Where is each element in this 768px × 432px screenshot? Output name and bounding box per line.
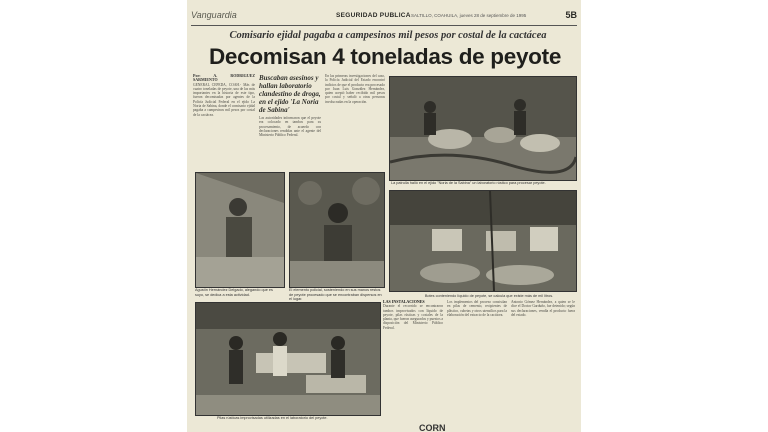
article-headline: Decomisan 4 toneladas de peyote [208, 44, 562, 69]
column-implements: Los implementos del proceso consistían en pilas de cemento, recipientes de plástico, cubetas y otros utensilios para la elaboración del extracto de la cactácea. [447, 300, 507, 317]
photo-buckets [389, 190, 577, 292]
photo-laboratory-image [390, 77, 576, 180]
caption-suspect: Agustín Hernández Delgado, alegando que es suyo, se dedica a esta actividad. [195, 288, 273, 297]
dateline: SALTILLO, COAHUILA, jueves 28 de septiembre de 1995 [411, 13, 527, 18]
caption-laboratory: La patrulla halló en el ejido "Noria de la Sabina" un laboratorio rústico para procesar peyote. [391, 181, 546, 185]
caption-pits: Pilas rústicas improvisadas utilizadas en el laboratorio del peyote. [217, 416, 328, 420]
column-kicker [259, 74, 321, 170]
photo-suspect-image [196, 173, 284, 287]
photo-pits-image [196, 303, 380, 415]
column-three: En las primeras investigaciones del caso, la Policía Judicial del Estado encontró indicios de que el producto era procesado por Juan Luis González Hernández, quien aceptó haber recibido mil pesos por costal y señaló a otras personas involucradas en la operación. [325, 74, 385, 104]
photo-buckets-image [390, 191, 576, 291]
section-title: SEGURIDAD PUBLICA [336, 12, 411, 19]
photo-pits [195, 302, 381, 416]
masthead-rule [191, 25, 577, 26]
photo-officer [289, 172, 385, 288]
page-number: 5B [565, 10, 577, 20]
column-detention: Antonio Gómez Hernández, a quien se le dice el Doctor Garduño, fue detenido; según sus declaraciones, vendía el producto fuera del estado. [511, 300, 575, 317]
next-headline-fragment: CORN [419, 423, 446, 432]
photo-suspect [195, 172, 285, 288]
byline: Por: A. RODRIGUEZ SARMIENTO [193, 74, 255, 83]
photo-laboratory [389, 76, 577, 181]
lead-text: GENERAL CEPEDA, COAH.- Más de cuatro toneladas de peyote, una de las más importantes en la historia de este tipo, fueron decomisadas por agentes de la Policía Judicial Federal en el ejido La Noria de Sabina, donde el comisario ejidal pagaba a campesinos mil pesos por costal de la cactácea. [193, 82, 255, 117]
column-installations [383, 300, 443, 416]
masthead [191, 10, 577, 24]
caption-officer: El elemento policial, sosteniendo en sus manos restos de peyote procesado que se encontraban dispersos en el lugar. [289, 288, 382, 301]
article-subhead: Comisario ejidal pagaba a campesinos mil pesos por costal de la cactácea [229, 30, 547, 41]
photo-officer-image [290, 173, 384, 287]
caption-buckets: Botes conteniendo líquido de peyote, se calcula que existe más de mil litros. [424, 294, 554, 298]
kicker-headline: Buscaban asesinos y hallan laboratorio clandestino de droga, en el ejido 'La Noria de Sabina' [259, 74, 321, 114]
section-installations: LAS INSTALACIONES [383, 300, 425, 304]
installations-text: Durante el recorrido se encontraron tambos improvisados con líquido de peyote, pilas rústicas y costales de la planta, que fueron asegurados y puestos a disposición del Ministerio Público Federal. [383, 304, 443, 330]
column-lead [193, 74, 255, 170]
kicker-text: Las autoridades informaron que el peyote era colocado en tambos para su procesamiento, de acuerdo con declaraciones rendidas ante el agente del Ministerio Público Federal. [259, 116, 321, 138]
newspaper-brand: Vanguardia [191, 10, 237, 20]
newspaper-page [187, 0, 581, 432]
